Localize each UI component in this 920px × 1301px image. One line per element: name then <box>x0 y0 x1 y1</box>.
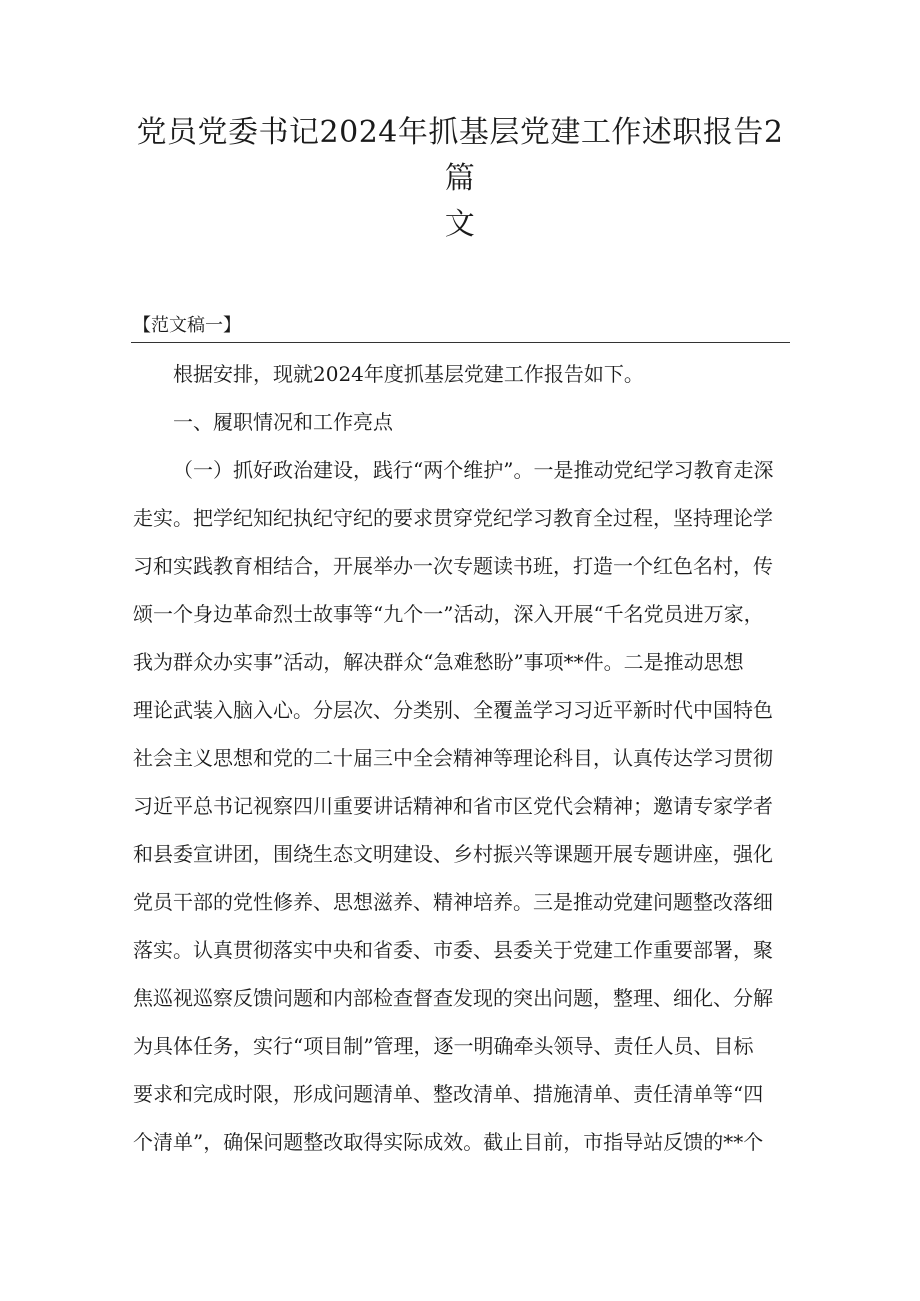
paragraph-line: 理论武装入脑入心。分层次、分类别、全覆盖学习习近平新时代中国特色 <box>133 698 773 722</box>
paragraph-line: 走实。把学纪知纪执纪守纪的要求贯穿党纪学习教育全过程，坚持理论学 <box>133 506 773 530</box>
title-line-2: 文 <box>444 207 476 242</box>
paragraph-line: 社会主义思想和党的二十届三中全会精神等理论科目，认真传达学习贯彻 <box>133 746 773 770</box>
intro-paragraph: 根据安排，现就2024年度抓基层党建工作报告如下。 <box>173 362 644 386</box>
paragraph-line: 要求和完成时限，形成问题清单、整改清单、措施清单、责任清单等“四 <box>133 1082 764 1106</box>
paragraph-line: 习近平总书记视察四川重要讲话精神和省市区党代会精神；邀请专家学者 <box>133 794 773 818</box>
paragraph-line: （一）抓好政治建设，践行“两个维护”。一是推动党纪学习教育走深 <box>173 458 774 482</box>
paragraph-line: 我为群众办实事”活动，解决群众“急难愁盼”事项**件。二是推动思想 <box>133 650 744 674</box>
paragraph-line: 和县委宣讲团，围绕生态文明建设、乡村振兴等课题开展专题讲座，强化 <box>133 842 773 866</box>
section-tag: 【范文稿一】 <box>133 315 241 336</box>
paragraph-line: 焦巡视巡察反馈问题和内部检查督查发现的突出问题，整理、细化、分解 <box>133 986 773 1010</box>
paragraph-line: 习和实践教育相结合，开展举办一次专题读书班，打造一个红色名村，传 <box>133 554 773 578</box>
section-heading: 一、履职情况和工作亮点 <box>173 410 393 434</box>
paragraph-line: 个清单”，确保问题整改取得实际成效。截止目前，市指导站反馈的**个 <box>133 1130 764 1154</box>
paragraph-line: 颂一个身边革命烈士故事等“九个一”活动，深入开展“千名党员进万家， <box>133 602 764 626</box>
section-divider <box>131 342 790 343</box>
paragraph-line: 为具体任务，实行“项目制”管理，逐一明确牵头领导、责任人员、目标 <box>133 1034 754 1058</box>
paragraph-line: 党员干部的党性修养、思想滋养、精神培养。三是推动党建问题整改落细 <box>133 890 773 914</box>
document-title <box>130 110 790 248</box>
body-paragraph <box>133 456 793 1176</box>
paragraph-line: 落实。认真贯彻落实中央和省委、市委、县委关于党建工作重要部署，聚 <box>133 938 773 962</box>
title-line-1: 党员党委书记2024年抓基层党建工作述职报告2篇 <box>136 115 784 196</box>
